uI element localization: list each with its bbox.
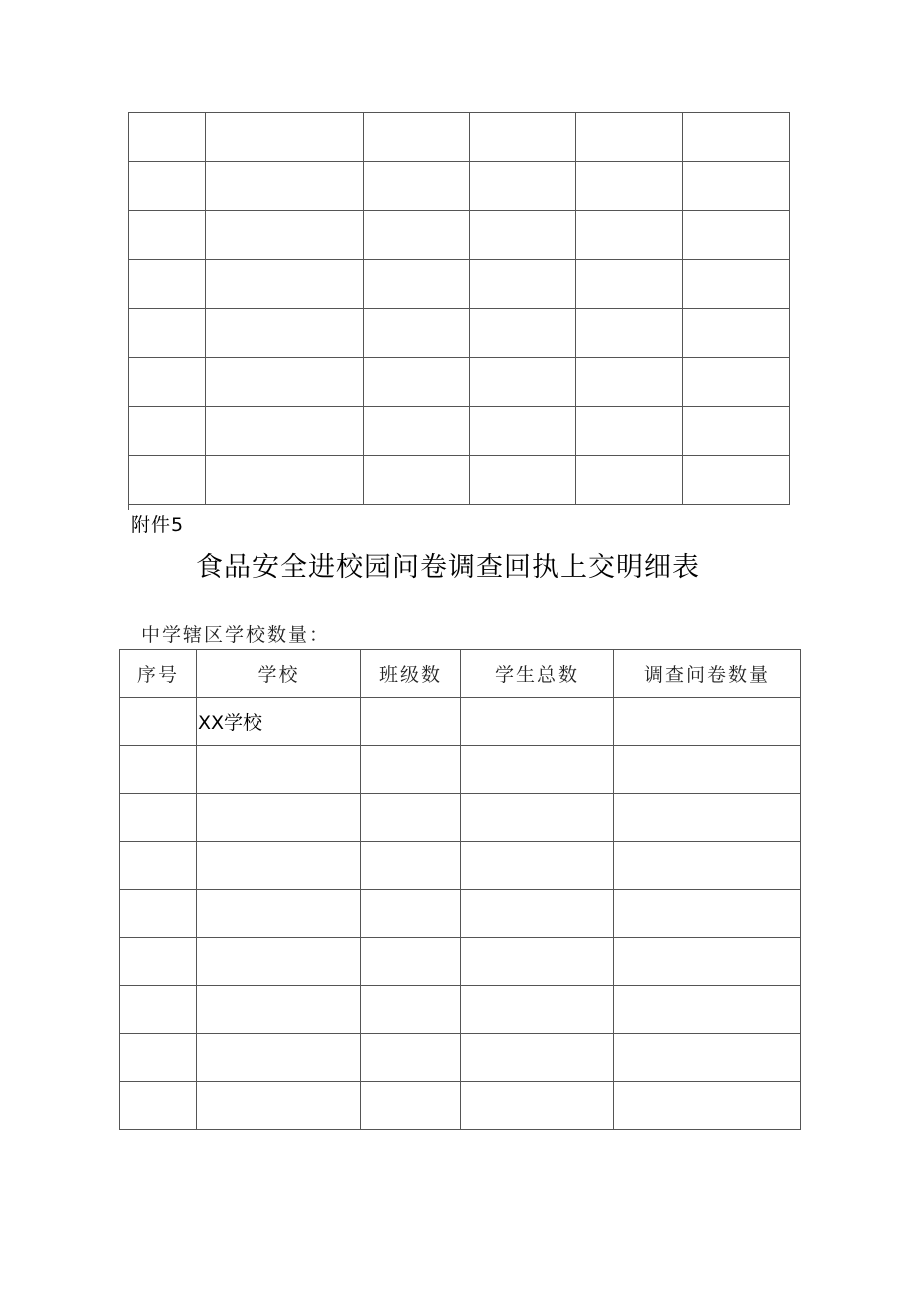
- table-cell: [364, 456, 470, 505]
- table-cell[interactable]: [120, 698, 197, 746]
- table-cell: [576, 456, 683, 505]
- table-cell[interactable]: [120, 842, 197, 890]
- table-cell[interactable]: [461, 890, 614, 938]
- table-cell[interactable]: [197, 746, 361, 794]
- table-cell: [129, 260, 206, 309]
- table-cell: [576, 407, 683, 456]
- table-cell[interactable]: [361, 842, 461, 890]
- table-cell: [470, 260, 577, 309]
- table-cell: [129, 162, 206, 211]
- table-cell: [206, 407, 364, 456]
- table-cell[interactable]: [614, 842, 801, 890]
- table-row: [129, 162, 790, 211]
- table-cell: [364, 211, 470, 260]
- table-cell: [129, 211, 206, 260]
- table-cell: [206, 162, 364, 211]
- table-row: [120, 842, 801, 890]
- table-row: [120, 938, 801, 986]
- table-row: [120, 890, 801, 938]
- table-row: [120, 746, 801, 794]
- table-cell: [683, 260, 790, 309]
- column-header-index: 序号: [120, 650, 197, 698]
- table-cell[interactable]: [120, 746, 197, 794]
- table-cell: [576, 211, 683, 260]
- page-title: 食品安全进校园问卷调查回执上交明细表: [196, 552, 700, 583]
- table-cell[interactable]: [461, 746, 614, 794]
- table-row: [120, 986, 801, 1034]
- table-row: [129, 211, 790, 260]
- table-row: [129, 358, 790, 407]
- table-cell[interactable]: [120, 938, 197, 986]
- table-cell: [364, 407, 470, 456]
- table-cell: [470, 407, 577, 456]
- table-cell: [683, 113, 790, 162]
- table-cell[interactable]: [197, 986, 361, 1034]
- table-cell: [683, 407, 790, 456]
- table-row: [120, 1034, 801, 1082]
- column-header-student-total: 学生总数: [461, 650, 614, 698]
- table-header-row: [120, 650, 801, 698]
- table-cell[interactable]: [361, 1082, 461, 1130]
- table-cell: [683, 456, 790, 505]
- table-cell[interactable]: [614, 794, 801, 842]
- attachment-label: 附件5: [131, 514, 185, 536]
- table-cell[interactable]: [461, 698, 614, 746]
- table-cell[interactable]: [614, 698, 801, 746]
- table-cell: [364, 260, 470, 309]
- table-cell: [206, 113, 364, 162]
- table-cell: [470, 358, 577, 407]
- table-cell: [129, 113, 206, 162]
- table-cell: [683, 211, 790, 260]
- table-cell: [364, 162, 470, 211]
- table-cell: [576, 309, 683, 358]
- table-row: [129, 113, 790, 162]
- column-header-school: 学校: [197, 650, 361, 698]
- school-count-label: 中学辖区学校数量：: [141, 624, 331, 646]
- table-cell[interactable]: [614, 986, 801, 1034]
- table-cell: [576, 260, 683, 309]
- table-cell: [206, 456, 364, 505]
- table-cell[interactable]: [461, 938, 614, 986]
- table-cell: [470, 309, 577, 358]
- table-cell: [129, 456, 206, 505]
- table-cell: [364, 358, 470, 407]
- table-row: [120, 1082, 801, 1130]
- table-cell: [683, 162, 790, 211]
- previous-table-continuation: [128, 112, 790, 510]
- column-header-class-count: 班级数: [361, 650, 461, 698]
- table-cell[interactable]: [361, 698, 461, 746]
- table-cell: [470, 211, 577, 260]
- table-cell: [683, 358, 790, 407]
- table-row: [129, 456, 790, 505]
- table-cell: [206, 309, 364, 358]
- table-cell: [129, 309, 206, 358]
- table-cell: [364, 113, 470, 162]
- table-cell[interactable]: [614, 938, 801, 986]
- table-cell[interactable]: [461, 794, 614, 842]
- table-cell: [576, 358, 683, 407]
- table-cell[interactable]: [361, 986, 461, 1034]
- table-cell[interactable]: [361, 746, 461, 794]
- table-cell: [576, 113, 683, 162]
- table-cell[interactable]: [197, 890, 361, 938]
- table-cell[interactable]: [461, 986, 614, 1034]
- table-cell[interactable]: [361, 890, 461, 938]
- table-cell[interactable]: [614, 1082, 801, 1130]
- table-cell[interactable]: [197, 794, 361, 842]
- table-cell[interactable]: [197, 842, 361, 890]
- table-row: [129, 407, 790, 456]
- table-cell[interactable]: [461, 842, 614, 890]
- table-row: [120, 794, 801, 842]
- table-cell: [364, 309, 470, 358]
- table-cell[interactable]: [120, 1034, 197, 1082]
- table-cell[interactable]: [361, 938, 461, 986]
- table-cell[interactable]: [197, 1034, 361, 1082]
- table-cell[interactable]: [614, 1034, 801, 1082]
- table-cell: [206, 211, 364, 260]
- table-cell: [470, 113, 577, 162]
- table-cell: [683, 309, 790, 358]
- table-row: [129, 309, 790, 358]
- table-cell: [206, 260, 364, 309]
- table-cell[interactable]: [120, 890, 197, 938]
- table-cell[interactable]: [197, 938, 361, 986]
- table-cell[interactable]: [361, 1034, 461, 1082]
- table-cell[interactable]: [614, 890, 801, 938]
- table-cell[interactable]: [197, 1082, 361, 1130]
- table-row: [120, 698, 801, 746]
- table-cell: [470, 456, 577, 505]
- table-row: [129, 260, 790, 309]
- table-cell: [129, 407, 206, 456]
- table-cell[interactable]: [461, 1034, 614, 1082]
- table-cell[interactable]: [120, 986, 197, 1034]
- table-cell[interactable]: [614, 746, 801, 794]
- table-cell: [470, 162, 577, 211]
- table-cell: [206, 358, 364, 407]
- table-cell[interactable]: [461, 1082, 614, 1130]
- column-header-survey-count: 调查问卷数量: [614, 650, 801, 698]
- table-cell: [576, 162, 683, 211]
- table-cell[interactable]: [120, 794, 197, 842]
- table-cell[interactable]: [120, 1082, 197, 1130]
- table-cell: [129, 358, 206, 407]
- table-cell[interactable]: [361, 794, 461, 842]
- detail-table: [119, 649, 801, 1130]
- table-cell[interactable]: XX学校: [197, 698, 361, 746]
